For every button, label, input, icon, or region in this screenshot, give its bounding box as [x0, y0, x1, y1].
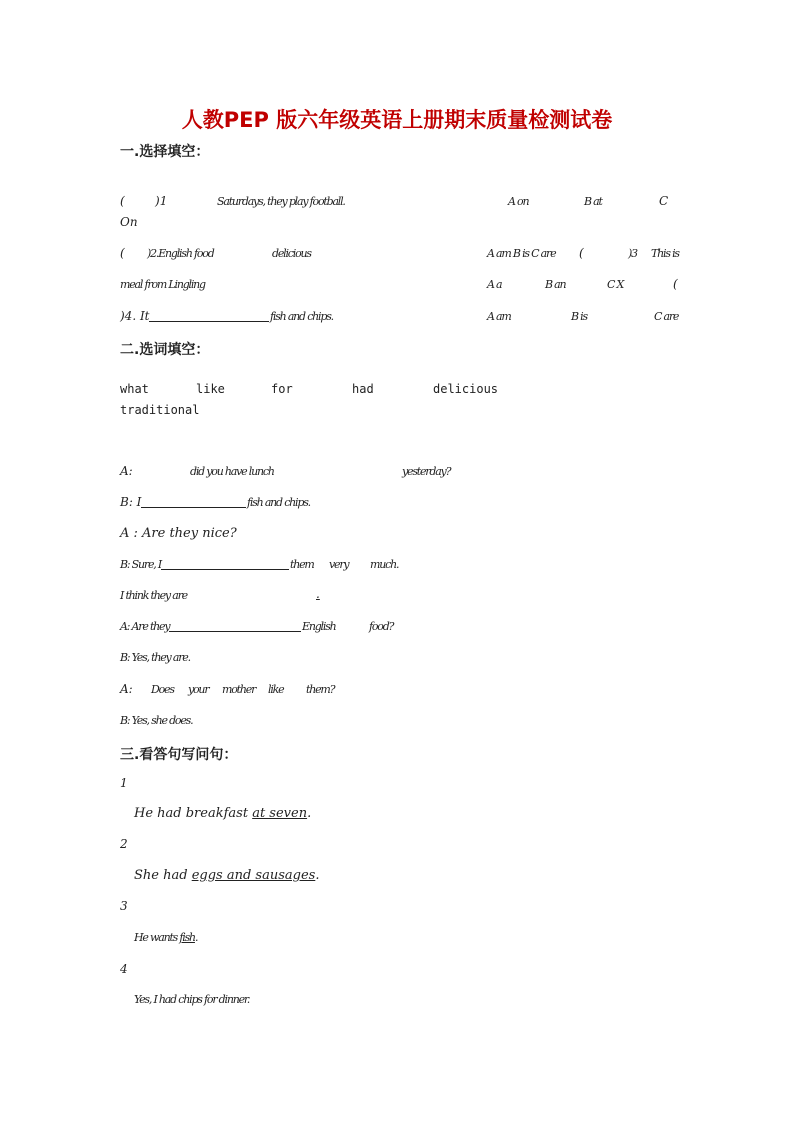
answer-sentence: He had breakfast at seven. [134, 806, 312, 821]
answer-sentence: Yes, I had chips for dinner. [134, 993, 250, 1006]
dialog-answer-blank[interactable] [141, 495, 246, 508]
q2-number-text: )2.English food [147, 247, 214, 260]
dialog-speaker: A: [120, 464, 133, 478]
q1-paren-open: ( [120, 194, 125, 208]
item-number: 4 [120, 962, 128, 976]
dialog-line-1: did you have lunch [190, 465, 274, 478]
item-number: 3 [120, 899, 128, 913]
dialog-line-3: A : Are they nice? [120, 526, 237, 541]
section-1-heading: 一.选择填空： [120, 144, 210, 160]
word-bank-item: traditional [120, 403, 200, 417]
q4-answer-blank[interactable] [149, 309, 269, 322]
q3-text-cont: meal from Lingling [120, 278, 205, 291]
q3-paren-open: ( [579, 246, 584, 260]
dialog-line-1-end: yesterday? [402, 465, 451, 478]
q4-option-b: B is [571, 310, 587, 323]
answer-sentence: She had eggs and sausages. [134, 868, 320, 883]
dialog-line-4: B: Sure, I [120, 558, 162, 571]
q3-number: )3 [628, 247, 637, 260]
dialog-line-8-word: your [188, 683, 209, 696]
q4-text: fish and chips. [270, 310, 333, 323]
q1-option-b: B at [584, 195, 602, 208]
word-bank-item: like [196, 382, 225, 396]
dialog-line-8-word: Does [151, 683, 174, 696]
q1-option-c: C [659, 194, 669, 208]
dialog-line-4-word: much. [370, 558, 399, 571]
word-bank-item: had [352, 382, 374, 396]
answer-sentence: He wants fish. [134, 931, 198, 944]
q1-option-a: A on [508, 195, 529, 208]
item-number: 2 [120, 837, 128, 851]
q4-option-a: A am [487, 310, 511, 323]
q3-option-a: A a [487, 278, 502, 291]
q2-word: delicious [272, 247, 311, 260]
dialog-speaker: B: I [120, 495, 142, 509]
dialog-speaker: A: [120, 682, 133, 696]
q1-number: )1 [155, 194, 168, 208]
item-number: 1 [120, 776, 128, 790]
q1-text: Saturdays, they play football. [217, 195, 345, 208]
word-bank-item: for [271, 382, 293, 396]
dialog-answer-blank[interactable] [169, 619, 301, 632]
dialog-answer-blank[interactable] [290, 588, 316, 600]
dialog-line-5: I think they are [120, 589, 187, 602]
section-3-heading: 三.看答句写问句： [120, 747, 238, 763]
q4-number: )4. It [120, 309, 150, 323]
dialog-line-2: fish and chips. [247, 496, 310, 509]
dialog-line-7: B: Yes, they are. [120, 651, 190, 664]
word-bank-item: what [120, 382, 149, 396]
q3-text: This is [651, 247, 679, 260]
q3-option-b: B an [545, 278, 566, 291]
dialog-line-5-end: . [316, 587, 320, 601]
dialog-answer-blank[interactable] [161, 557, 289, 570]
q2-options: A am B is C are [487, 247, 556, 260]
q4-option-c: C are [654, 310, 679, 323]
q3-option-c: C X [607, 278, 624, 291]
q2-paren-open: ( [120, 246, 125, 260]
page-title: 人教PEP 版六年级英语上册期末质量检测试卷 [181, 108, 613, 132]
section-2-heading: 二.选词填空： [120, 342, 210, 358]
dialog-line-8-word: mother [222, 683, 256, 696]
dialog-line-8-word: like [268, 683, 284, 696]
q4-paren-open: ( [673, 277, 678, 291]
q1-option-c-text: On [120, 215, 138, 229]
word-bank-item: delicious [433, 382, 499, 396]
dialog-line-6-end: food? [369, 620, 394, 633]
dialog-line-4-word: very [329, 558, 349, 571]
dialog-line-9: B: Yes, she does. [120, 714, 193, 727]
dialog-line-6: A: Are they [120, 620, 170, 633]
dialog-line-4-word: them [290, 558, 314, 571]
dialog-line-8-word: them? [306, 683, 335, 696]
dialog-line-6-word: English [302, 620, 336, 633]
